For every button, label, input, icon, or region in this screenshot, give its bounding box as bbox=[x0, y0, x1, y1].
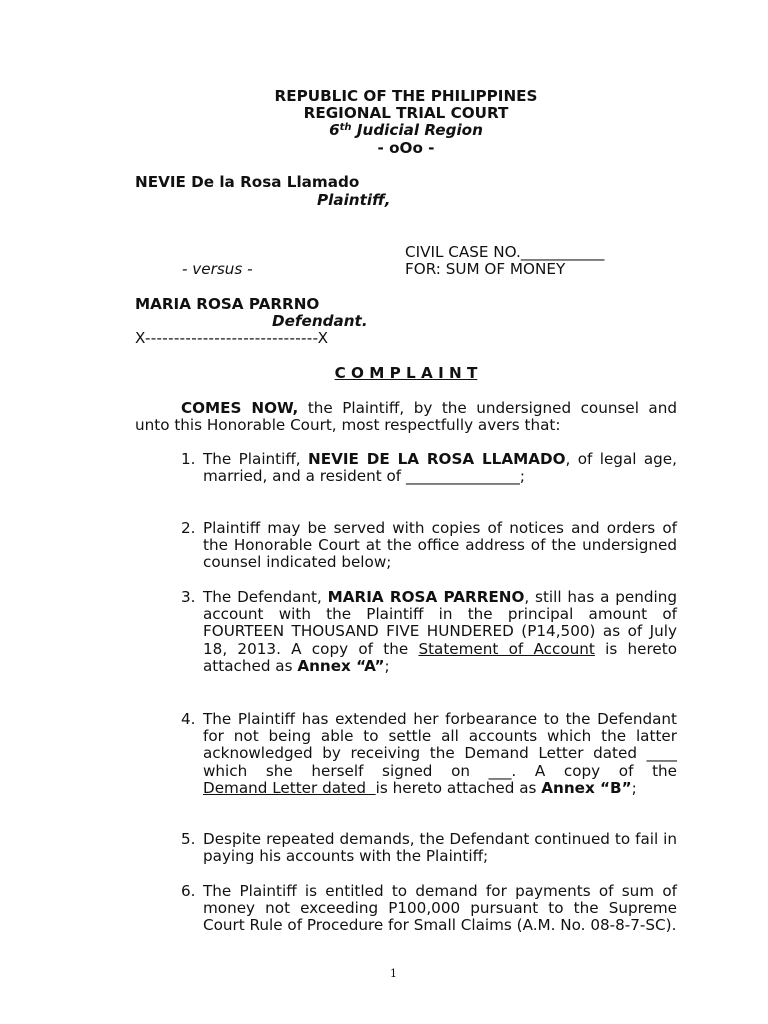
civil-case-number: CIVIL CASE NO.___________ bbox=[405, 243, 605, 261]
court-heading: REGIONAL TRIAL COURT bbox=[303, 104, 509, 122]
list-item: 3. The Defendant, MARIA ROSA PARRENO, still has a pending account with the Plaintiff in the principal amount of FOURTEEN THOUSAND FIVE HUNDERED (P14,500) as of July 18, 2013. A copy of the Statement of Account is hereto attached as Annex “A”; bbox=[181, 588, 677, 675]
defendant-label: Defendant. bbox=[272, 312, 368, 330]
plaintiff-label: Plaintiff, bbox=[317, 191, 391, 209]
case-subject: FOR: SUM OF MONEY bbox=[405, 260, 566, 278]
intro-paragraph: COMES NOW, the Plaintiff, by the undersigned counsel and unto this Honorable Court, most respectfully avers that: bbox=[135, 399, 677, 435]
demand-letter-reference: Demand Letter dated bbox=[203, 778, 376, 797]
versus-label: - versus - bbox=[182, 260, 253, 278]
page-number: 1 bbox=[390, 967, 397, 980]
judicial-region-heading: 6th Judicial Region bbox=[329, 121, 483, 139]
statement-of-account-link: Statement of Account bbox=[418, 639, 595, 658]
caption-divider: X------------------------------X bbox=[135, 329, 329, 347]
plaintiff-name: NEVIE De la Rosa Llamado bbox=[135, 173, 360, 191]
list-item: 4. The Plaintiff has extended her forbearance to the Defendant for not being able to settle all accounts which the latter acknowledged by receiving the Demand Letter dated ____ which she herself signed on ___. A copy of the Demand Letter dated is hereto attached as Annex “B”; bbox=[181, 710, 677, 797]
complaint-title: C O M P L A I N T bbox=[334, 364, 478, 382]
list-item: 5. Despite repeated demands, the Defendant continued to fail in paying his accounts with the Plaintiff; bbox=[181, 830, 677, 866]
republic-heading: REPUBLIC OF THE PHILIPPINES bbox=[274, 87, 538, 105]
header-separator: - oOo - bbox=[377, 139, 435, 157]
list-item: 2. Plaintiff may be served with copies of notices and orders of the Honorable Court at the office address of the undersigned counsel indicated below; bbox=[181, 519, 677, 572]
defendant-name: MARIA ROSA PARRNO bbox=[135, 295, 320, 313]
list-item: 6. The Plaintiff is entitled to demand for payments of sum of money not exceeding P100,000 pursuant to the Supreme Court Rule of Procedure for Small Claims (A.M. No. 08-8-7-SC). bbox=[181, 882, 677, 935]
list-item: 1. The Plaintiff, NEVIE DE LA ROSA LLAMADO, of legal age, married, and a resident of _______________; bbox=[181, 450, 677, 486]
